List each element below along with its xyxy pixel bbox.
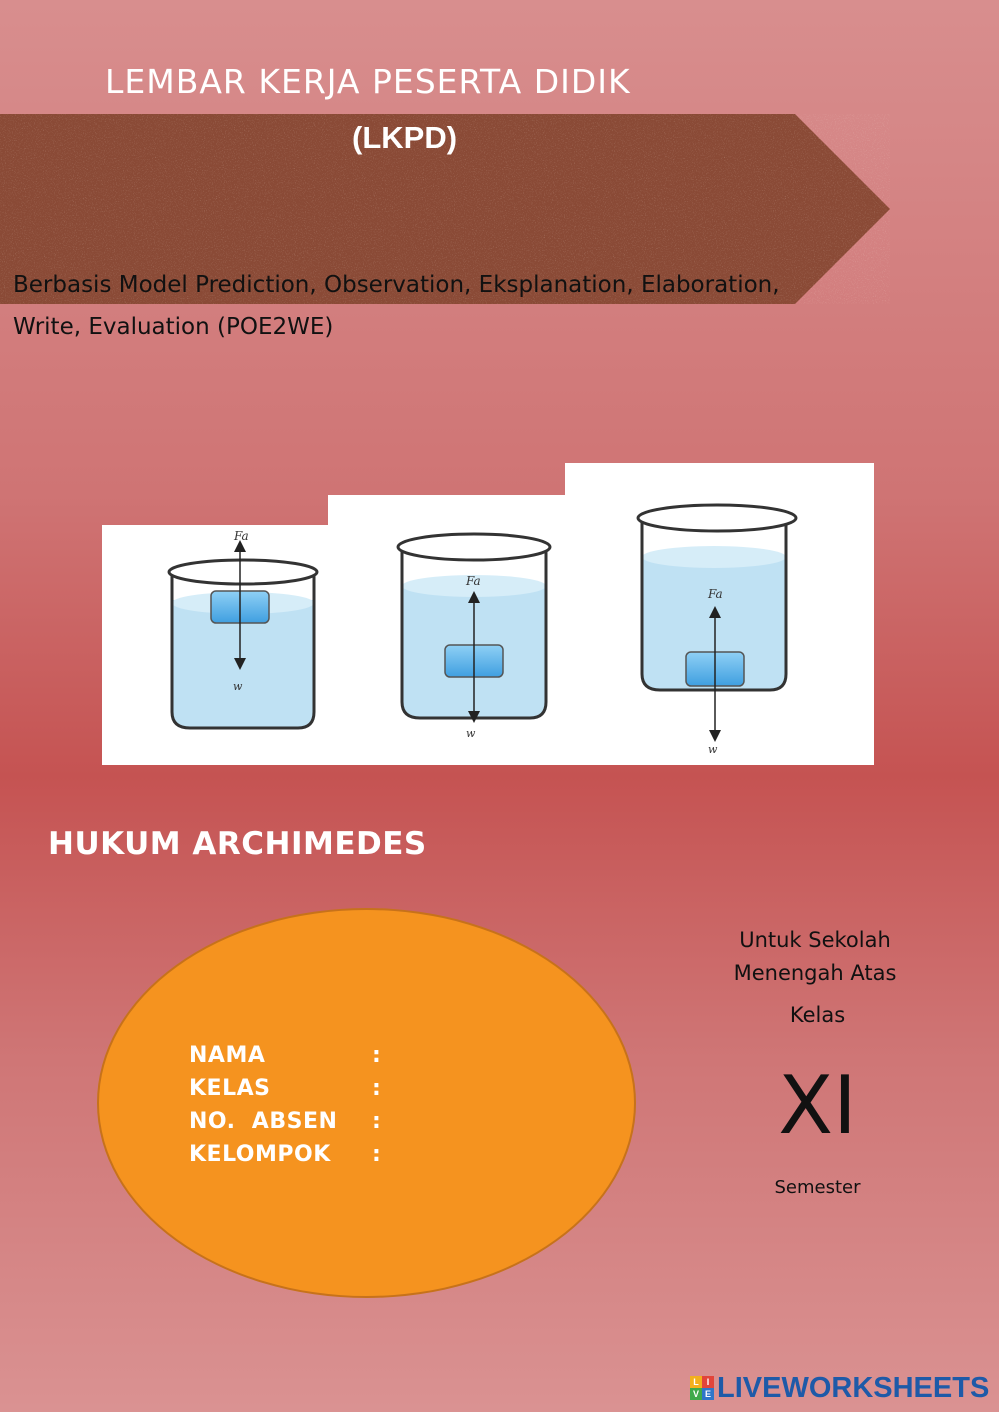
form-label-nama: NAMA: [189, 1043, 266, 1068]
form-label-no-absen: NO. ABSEN: [189, 1109, 338, 1134]
beaker-suspended: [398, 534, 550, 740]
school-level-line-2: Menengah Atas: [733, 961, 897, 985]
form-colon-kelompok: :: [372, 1142, 381, 1167]
form-label-kelas: KELAS: [189, 1076, 271, 1101]
weight-label-3: w: [708, 743, 718, 756]
logo-mark-letter: E: [702, 1388, 714, 1400]
class-label: Kelas: [789, 1003, 846, 1027]
class-grade: XI: [778, 1059, 857, 1152]
liveworksheets-name: LIVEWORKSHEETS: [717, 1371, 990, 1404]
identity-form: [97, 908, 636, 1298]
form-colon-no-absen: :: [372, 1109, 381, 1134]
form-colon-nama: :: [372, 1043, 381, 1068]
logo-mark-letter: V: [690, 1388, 702, 1400]
liveworksheets-mark-icon: [690, 1376, 714, 1400]
topic-title: HUKUM ARCHIMEDES: [48, 826, 427, 862]
weight-label-1: w: [233, 680, 243, 693]
buoyant-force-label-3: Fa: [708, 587, 723, 601]
buoyant-force-label-1: Fa: [234, 529, 249, 543]
semester-label: Semester: [774, 1177, 861, 1198]
form-label-kelompok: KELOMPOK: [189, 1142, 331, 1167]
form-colon-kelas: :: [372, 1076, 381, 1101]
model-description-line-1: Berbasis Model Prediction, Observation, Eksplanation, Elaboration,: [13, 272, 780, 298]
school-level-line-1: Untuk Sekolah: [739, 928, 891, 952]
document-subtitle-lkpd: (LKPD): [352, 120, 458, 155]
beaker-sinking: [638, 505, 796, 756]
buoyant-force-label-2: Fa: [466, 574, 481, 588]
document-title: LEMBAR KERJA PESERTA DIDIK: [105, 62, 631, 101]
weight-label-2: w: [466, 727, 476, 740]
beaker-floating: [169, 529, 317, 728]
logo-mark-letter: L: [690, 1376, 702, 1388]
model-description-line-2: Write, Evaluation (POE2WE): [13, 314, 334, 340]
liveworksheets-logo[interactable]: [690, 1372, 989, 1404]
logo-mark-letter: I: [702, 1376, 714, 1388]
